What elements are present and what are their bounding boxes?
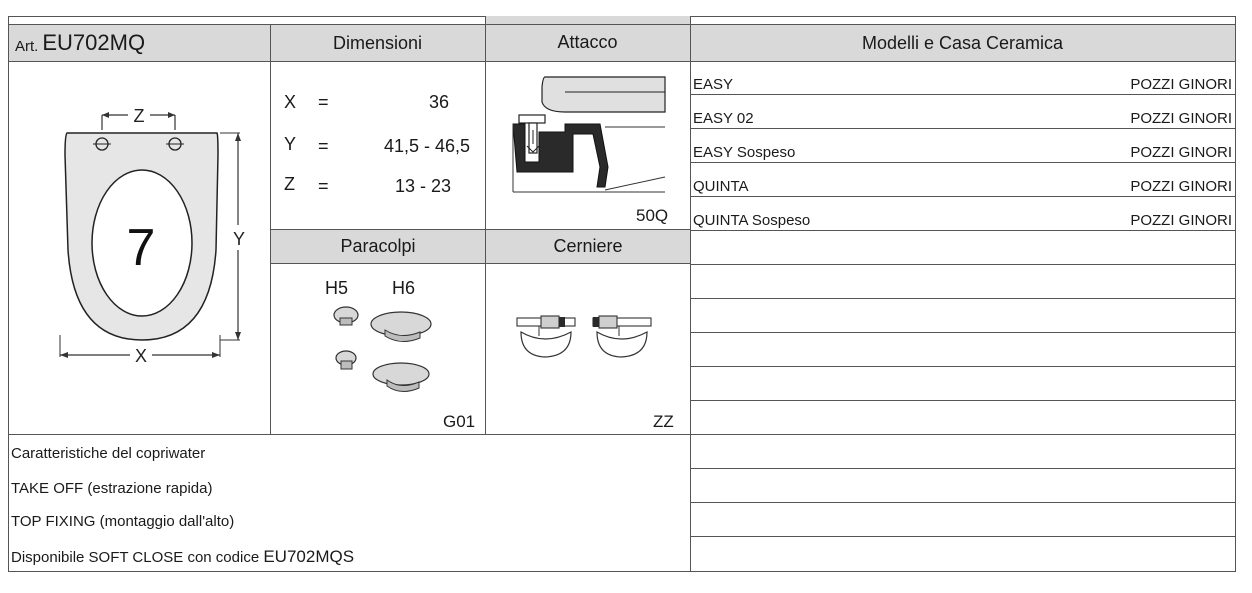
model-row [690,163,1235,197]
dim-axis: X [284,92,297,112]
model-row-empty [690,333,1235,367]
middle-hline-2 [270,263,690,264]
dim-axis: Z [284,174,295,194]
soft-close-code: EU702MQS [263,547,355,566]
model-row-empty [690,367,1235,401]
attacco-header: Attacco [485,16,690,61]
label-x: X [134,346,148,366]
modelli-header: Modelli e Casa Ceramica [690,25,1235,61]
cerniere-drawing [515,310,655,365]
paracolpi-header: Paracolpi [271,230,485,263]
dim-value: 13 - 23 [394,176,451,196]
model-brand: POZZI GINORI [1130,110,1232,127]
seat-size-number: 7 [126,219,156,277]
features-top-line [9,434,691,435]
model-row-empty [690,299,1235,333]
attacco-code: 50Q [636,206,669,225]
model-row-empty [690,469,1235,503]
model-brand: POZZI GINORI [1130,144,1232,161]
dim-eq: = [318,176,329,196]
model-brand: POZZI GINORI [1130,212,1232,229]
model-brand: POZZI GINORI [1130,178,1232,195]
attacco-drawing [505,72,670,197]
dim-value: 41,5 - 46,5 [383,136,470,156]
model-row-empty [690,401,1235,435]
art-prefix: Art. [15,37,39,55]
header-top-line [9,24,1236,25]
dim-value: 36 [428,92,449,112]
model-name: QUINTA [693,178,749,195]
model-row-empty [690,503,1235,537]
dim-eq: = [318,136,329,156]
model-row [690,129,1235,163]
dim-axis: Y [284,134,297,154]
dimensioni-header: Dimensioni [270,25,485,61]
model-row [690,197,1235,231]
model-row-empty [690,265,1235,299]
model-row [690,61,1235,95]
model-row-empty [690,435,1235,469]
model-name: EASY Sospeso [693,144,796,161]
model-name: QUINTA Sospeso [693,212,811,229]
feature-item: TOP FIXING (montaggio dall'alto) [11,513,235,530]
features-title: Caratteristiche del copriwater [11,445,206,462]
art-code: EU702MQ [42,30,146,55]
cerniere-code: ZZ [653,412,674,431]
vline-2 [485,16,486,434]
label-y: Y [232,229,246,249]
model-row-empty [690,231,1235,265]
label-z: Z [133,106,145,126]
paracolpi-drawing [325,300,445,400]
feature-item: TAKE OFF (estrazione rapida) [11,480,213,497]
paracolpi-h5: H5 [325,278,349,298]
art-header-cell [9,25,270,61]
soft-close-line [11,547,354,567]
model-brand: POZZI GINORI [1130,76,1232,93]
model-name: EASY [693,76,734,93]
soft-close-prefix: Disponibile SOFT CLOSE con codice [11,549,260,566]
model-name: EASY 02 [693,110,754,127]
cerniere-header: Cerniere [486,230,690,263]
paracolpi-h6: H6 [392,278,416,298]
dim-eq: = [318,92,329,112]
seat-drawing [40,95,260,370]
model-row [690,95,1235,129]
paracolpi-code: G01 [443,412,476,431]
